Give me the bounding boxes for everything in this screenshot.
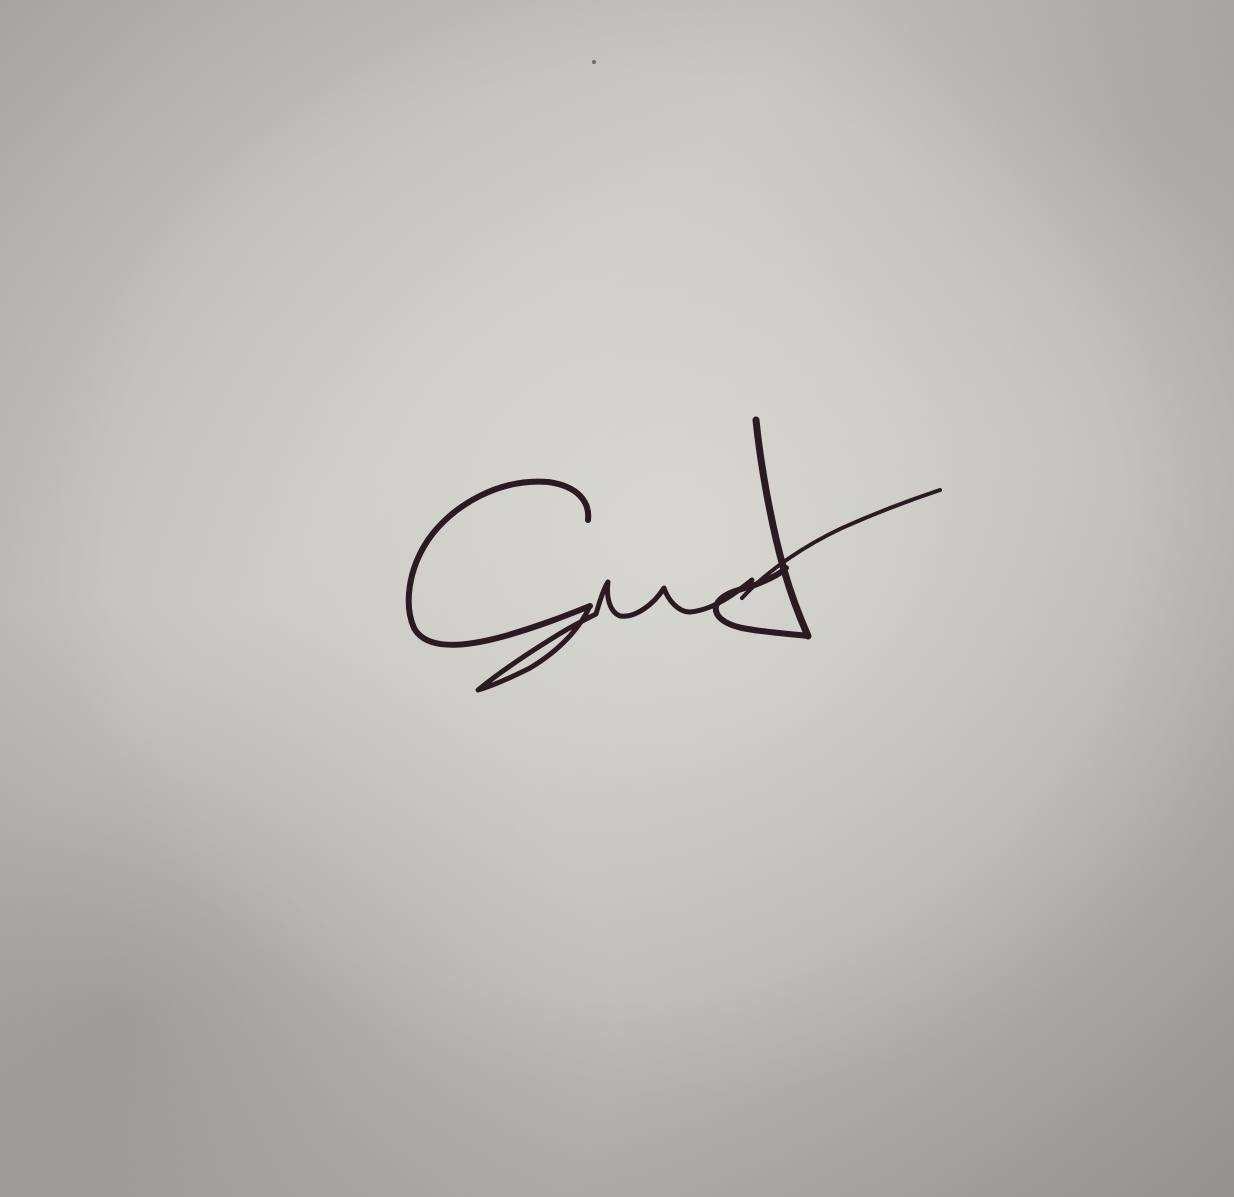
signature-stroke-t-stem <box>756 420 808 636</box>
signature-stroke-g <box>409 482 590 645</box>
signature-stroke-g-tail <box>478 606 596 690</box>
signature-stroke-u <box>596 580 752 616</box>
